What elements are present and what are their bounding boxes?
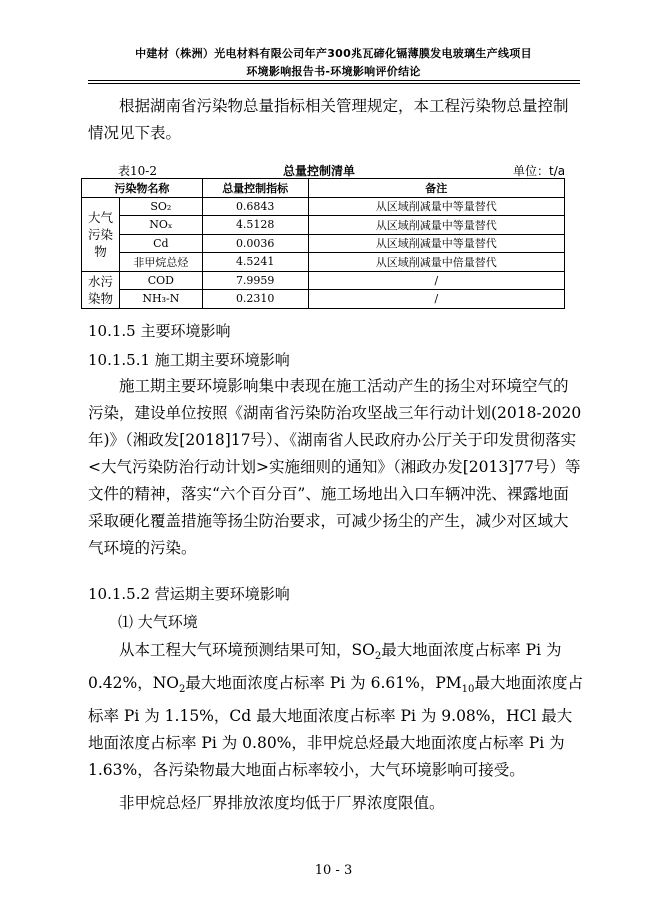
control-value: 0.0036: [202, 234, 308, 253]
note-cell: /: [308, 290, 564, 309]
section-heading-10-1-5-2: 10.1.5.2 营运期主要环境影响: [88, 585, 290, 603]
note-cell: 从区域削减量中等量替代: [308, 234, 564, 253]
header-note: 备注: [308, 179, 564, 198]
air-text-part: 最大地面浓度占标率 Pi 为 1.15%，Cd 最大地面浓度占标率 Pi 为 9.08%，HCl 最大地面浓度占标率 Pi 为 0.80%，非甲烷总烃最大地面浓度占标率 Pi 为 1.63%，各污染物最大地面占标率较小，大气环境影响可接受。: [88, 674, 583, 780]
air-text-part: 从本工程大气环境预测结果可知，SO: [119, 641, 375, 659]
pollutant-name: COD: [119, 271, 202, 290]
table-row: [82, 271, 565, 290]
table-title: 总量控制清单: [283, 164, 356, 178]
control-value: 7.9959: [202, 271, 308, 290]
category-water: 水污染物: [82, 271, 120, 308]
report-header-title: 中建材（株洲）光电材料有限公司年产300兆瓦碲化镉薄膜发电玻璃生产线项目: [135, 47, 532, 60]
pollutant-name: SO₂: [119, 197, 202, 216]
table-number: 表10-2: [118, 164, 157, 178]
construction-text: 施工期主要环境影响集中表现在施工活动产生的扬尘对环境空气的污染，建设单位按照《湖南省污染防治攻坚战三年行动计划(2018-2020年)》（湘政发[2018]17号）、《湖南省人民政府办公厅关于印发贯彻落实<大气污染防治行动计划>实施细则的通知》（湘政办发[2013]77号）等文件的精神，落实“六个百分百”、施工场地出入口车辆冲洗、裸露地面采取硬化覆盖措施等扬尘防治要求，可减少扬尘的产生，减少对区域大气环境的污染。: [88, 377, 582, 557]
table-row: [82, 234, 565, 253]
intro-text: 根据湖南省污染物总量指标相关管理规定，本工程污染物总量控制情况见下表。: [88, 97, 569, 142]
table-unit: 单位：t/a: [513, 164, 566, 178]
subscript: 10: [461, 684, 475, 696]
pollutant-name: NH₃-N: [119, 290, 202, 309]
nmhc-paragraph: [88, 790, 583, 817]
table-row: [82, 197, 565, 216]
subscript: 2: [179, 684, 186, 696]
construction-paragraph: [88, 373, 583, 562]
air-text-part: 最大地面浓度占标率 Pi 为 6.61%，PM: [185, 674, 462, 693]
pollutant-name: NOₓ: [119, 216, 202, 235]
control-value: 0.6843: [202, 197, 308, 216]
note-cell: 从区域削减量中等量替代: [308, 216, 564, 235]
air-text-part: 最大地面浓度占标率 Pi 为0.42%，NO: [88, 641, 562, 693]
nmhc-text: 非甲烷总烃厂界排放浓度均低于厂界浓度限值。: [119, 794, 445, 812]
total-control-table: [81, 178, 565, 309]
header-rule: [88, 83, 580, 84]
note-cell: /: [308, 271, 564, 290]
pollutant-name: Cd: [119, 234, 202, 253]
section-heading-10-1-5: 10.1.5 主要环境影响: [88, 322, 231, 340]
note-cell: 从区域削减量中等量替代: [308, 197, 564, 216]
control-value: 4.5128: [202, 216, 308, 235]
table-header-row: [82, 179, 565, 198]
report-header-subtitle: 环境影响报告书-环境影响评价结论: [246, 65, 421, 78]
pollutant-name: 非甲烷总烃: [119, 253, 202, 272]
subsection-air: ⑴ 大气环境: [118, 613, 198, 631]
header-pollutant: 污染物名称: [82, 179, 203, 198]
intro-paragraph: [88, 93, 583, 147]
subscript: 2: [374, 651, 382, 663]
table-row: [82, 216, 565, 235]
header-control-index: 总量控制指标: [202, 179, 308, 198]
table-row: [82, 253, 565, 272]
air-paragraph: [88, 637, 583, 784]
control-value: 4.5241: [202, 253, 308, 272]
section-heading-10-1-5-1: 10.1.5.1 施工期主要环境影响: [88, 351, 290, 369]
category-air: 大气污染物: [82, 197, 120, 271]
header-rule: [88, 80, 580, 81]
table-row: [82, 290, 565, 309]
control-value: 0.2310: [202, 290, 308, 309]
note-cell: 从区域削减量中倍量替代: [308, 253, 564, 272]
page-number: 10 - 3: [314, 863, 353, 878]
